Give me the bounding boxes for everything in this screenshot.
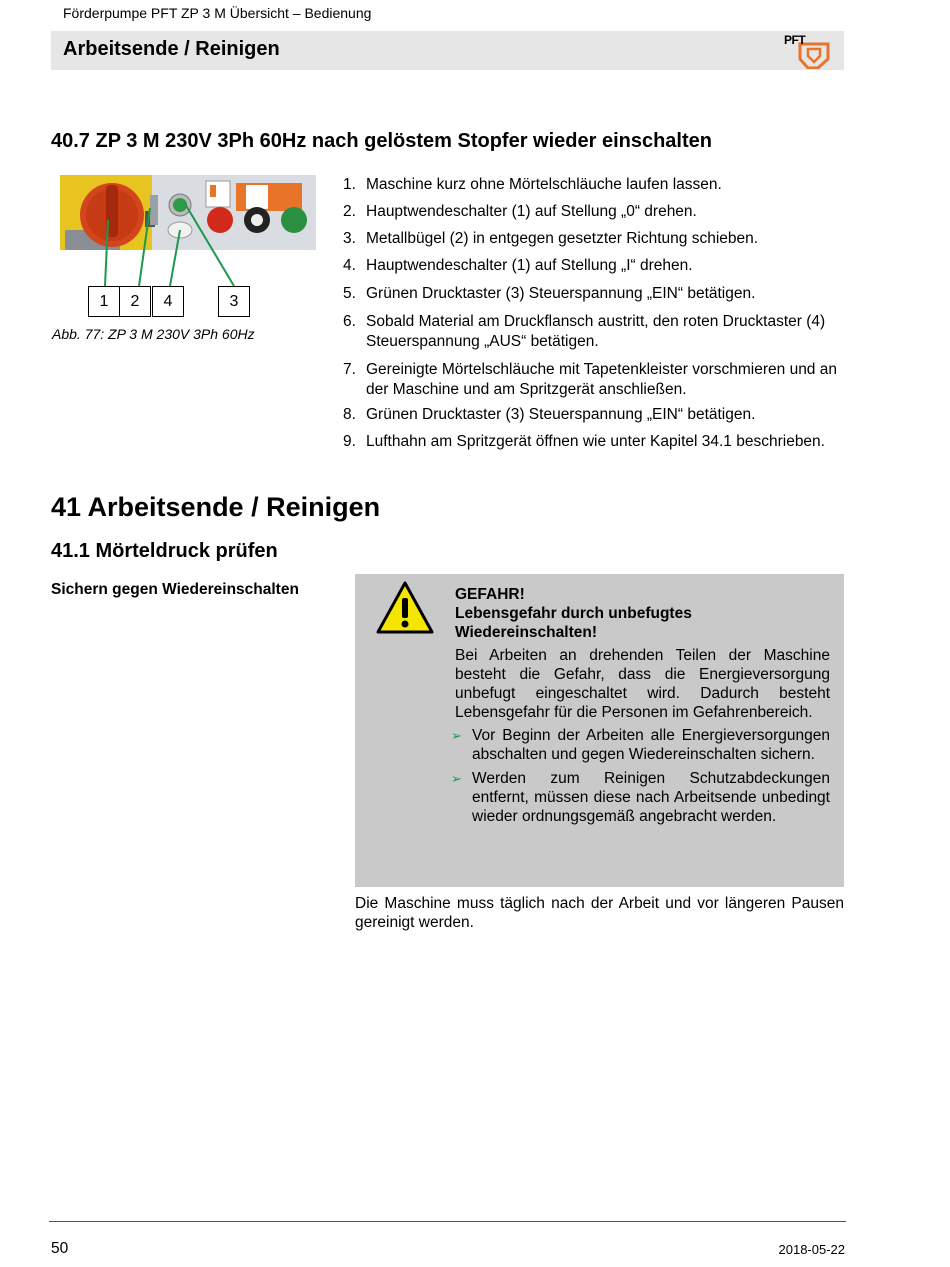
list-item <box>337 229 857 249</box>
list-item <box>337 312 857 352</box>
callout-lines <box>60 175 320 290</box>
step-text: Gereinigte Mörtelschläuche mit Tapetenkleister vorschmieren und an der Maschine und am Spritzgerät anschließen. <box>366 361 837 398</box>
document-date: 2018-05-22 <box>778 1242 845 1257</box>
step-number: 2. <box>343 203 356 220</box>
bullet-text: Werden zum Reinigen Schutzabdeckungen entfernt, müssen diese nach Arbeitsende unbedingt wieder ordnungsgemäß angebracht werden. <box>472 770 830 825</box>
pft-logo-icon <box>784 33 832 69</box>
step-text: Grünen Drucktaster (3) Steuerspannung „EIN“ betätigen. <box>366 406 756 423</box>
step-text: Hauptwendeschalter (1) auf Stellung „0“ drehen. <box>366 203 697 220</box>
step-number: 4. <box>343 257 356 274</box>
danger-warning-box <box>355 574 844 887</box>
chapter-heading-41: 41 Arbeitsende / Reinigen <box>51 492 381 522</box>
step-text: Sobald Material am Druckflansch austritt, den roten Drucktaster (4) Steuerspannung „AUS“ betätigen. <box>366 313 826 350</box>
step-text: Maschine kurz ohne Mörtelschläuche laufen lassen. <box>366 176 722 193</box>
figure-label-1: 1 <box>88 286 120 317</box>
document-header-title: Förderpumpe PFT ZP 3 M Übersicht – Bedienung <box>63 5 372 21</box>
warning-title: Lebensgefahr durch unbefugtes Wiedereinschalten! <box>455 605 692 641</box>
figure-label-4: 4 <box>152 286 184 317</box>
footer-divider <box>49 1221 846 1222</box>
step-number: 6. <box>343 313 356 330</box>
list-item <box>451 726 830 764</box>
step-number: 8. <box>343 406 356 423</box>
step-number: 5. <box>343 285 356 302</box>
step-number: 3. <box>343 230 356 247</box>
margin-label: Sichern gegen Wiedereinschalten <box>51 581 299 598</box>
page-number: 50 <box>51 1240 69 1257</box>
step-number: 7. <box>343 361 356 378</box>
step-text: Grünen Drucktaster (3) Steuerspannung „EIN“ betätigen. <box>366 285 756 302</box>
list-item <box>451 769 830 826</box>
signal-word: GEFAHR! <box>455 586 525 603</box>
figure-caption: Abb. 77: ZP 3 M 230V 3Ph 60Hz <box>52 326 255 342</box>
bullet-text: Vor Beginn der Arbeiten alle Energieversorgungen abschalten und gegen Wiedereinschalten sichern. <box>472 727 830 763</box>
chapter-banner <box>51 31 844 70</box>
step-text: Metallbügel (2) in entgegen gesetzter Richtung schieben. <box>366 230 759 247</box>
chapter-banner-title: Arbeitsende / Reinigen <box>63 38 280 60</box>
arrow-bullet-icon: ➢ <box>451 728 462 743</box>
section-heading-40-7: 40.7 ZP 3 M 230V 3Ph 60Hz nach gelöstem Stopfer wieder einschalten <box>51 130 712 152</box>
list-item <box>337 405 857 425</box>
body-paragraph: Die Maschine muss täglich nach der Arbeit und vor längeren Pausen gereinigt werden. <box>355 895 844 931</box>
pft-logo-text: PFT <box>784 33 806 47</box>
list-item <box>337 256 857 276</box>
list-item <box>337 202 857 222</box>
warning-text <box>451 585 830 826</box>
step-text: Lufthahn am Spritzgerät öffnen wie unter Kapitel 34.1 beschrieben. <box>366 433 825 450</box>
warning-triangle-icon <box>375 580 435 641</box>
figure-label-2: 2 <box>119 286 151 317</box>
list-item <box>337 284 857 304</box>
step-text: Hauptwendeschalter (1) auf Stellung „I“ drehen. <box>366 257 693 274</box>
list-item <box>337 432 857 452</box>
list-item <box>337 175 857 195</box>
warning-description: Bei Arbeiten an drehenden Teilen der Maschine besteht die Gefahr, dass die Energieversorgung unbefugt eingeschaltet wird. Dadurch besteht Lebensgefahr für die Personen im Gefahrenbereich. <box>455 647 830 721</box>
step-number: 9. <box>343 433 356 450</box>
figure-label-3: 3 <box>218 286 250 317</box>
section-heading-41-1: 41.1 Mörteldruck prüfen <box>51 540 278 562</box>
arrow-bullet-icon: ➢ <box>451 771 462 786</box>
step-number: 1. <box>343 176 356 193</box>
list-item <box>337 360 857 400</box>
